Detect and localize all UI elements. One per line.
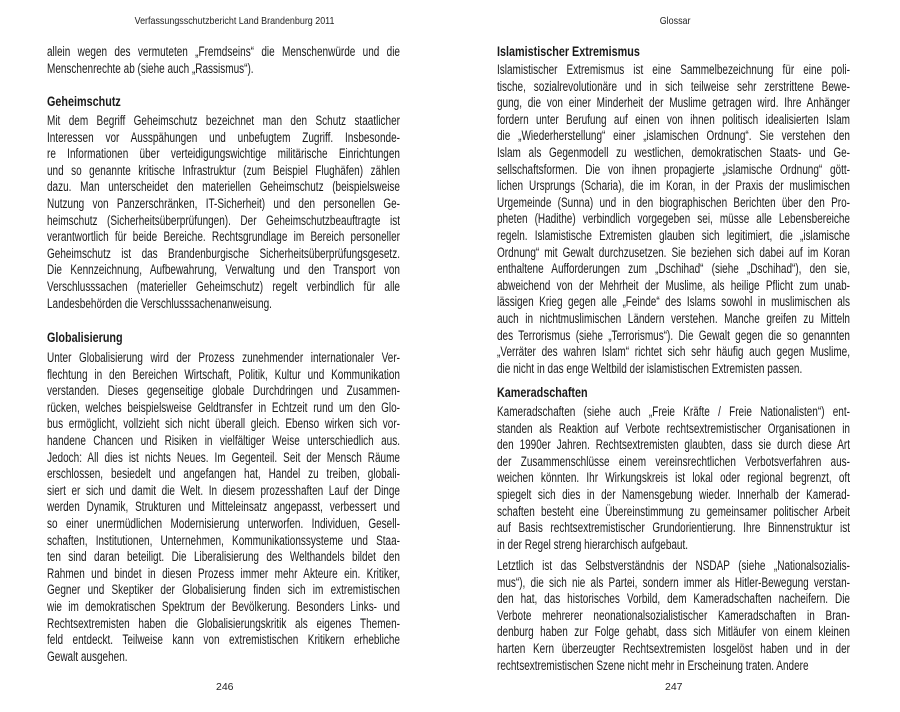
text-line: Verbote mehrerer neonationalsozialistischer Kameradschaften in Bran- [497,607,850,623]
text-line: auch in nichtmuslimischen Ländern verstehen. Manche greifen zu Mitteln [497,310,850,326]
text-line: Islam als Gegenmodell zu westlichen, demokratischen Staats- und Ge- [497,144,850,160]
text-line: tische, sozialrevolutionäre und in sich teilweise sehr zerstrittene Bewe- [497,78,850,94]
text-line: lässigen Krieg gegen alle „Feinde“ des Islams sowohl in muslimischen als [497,294,850,310]
text-line: den 1990er Jahren. Rechtsextremisten glaubten, dass sie durch diese Art [497,437,850,453]
text-line: standen als Reaktion auf Verbote rechtsextremistischer Organisationen in [497,420,850,436]
text-line: Ordnung“ mit Gewalt durchzusetzen. Sie beziehen sich dabei auf im Koran [497,244,850,260]
section-heading: Geheimschutz [47,94,121,109]
text-line: werden Dynamik, Strukturen und Mitteleinsatz angepasst, verbessert und [47,499,400,515]
text-line: harten Kern überzeugter Rechtsextremisten losgelöst haben und in der [497,640,850,656]
page-number: 246 [216,681,234,693]
text-line: verstanden. Dieses gegenseitige globale Durchdringen und Zusammen- [47,383,400,399]
text-line: Verschlusssachen (materieller Geheimschutz) regelt verbindlich für alle [47,278,400,294]
text-line: schaften besteht eine Übereinstimmung zu gemeinsamer politischer Arbeit [497,503,850,519]
text-line: und so genannte kritische Infrastruktur (zum Beispiel Flughäfen) zählen [47,162,400,178]
text-line: erschlossen, besiedelt und angefangen hat, Handel zu treiben, globali- [47,466,400,482]
text-line: enthaltene Aufforderungen zum „Dschihad“ (siehe „Dschihad“), den sie, [497,261,850,277]
text-line: Interessen vor Ausspähungen und unbefugtem Zugriff. Insbesonde- [47,129,400,145]
text-line: Gewalt ausgehen. [47,648,128,664]
text-line: bus ermöglicht, vollzieht sich nicht überall gleich. Ebenso wirken sich vor- [47,416,400,432]
text-line: Mit dem Begriff Geheimschutz bezeichnet man den Schutz staatlicher [47,113,400,128]
text-line: Landesbehörden die Verschlusssachenanweisung. [47,295,272,311]
text-line: „Verräter des wahren Islam“ richtet sich sehr häufig auch gegen Muslime, [497,344,850,360]
text-line: gung, die von einer Minderheit der Muslime getragen wird. Ihre Anhänger [497,95,850,111]
text-line: Jedoch: All dies ist nichts Neues. Im Gegenteil. Seit der Mensch Räume [47,449,400,465]
text-line: abweichend von der Mehrheit der Muslime, als heilige Pflicht zum unab- [497,277,850,293]
text-line: allein wegen des vermuteten „Fremdseins“ die Menschenwürde und die [47,44,400,59]
text-line: wie im demokratischen Spektrum der Bevölkerung. Besonders Links- und [47,598,400,614]
text-line: Die Kennzeichnung, Aufbewahrung, Verwaltung und den Transport von [47,262,400,278]
text-line: weichen könnten. Ihr Wirkungskreis ist lokal oder regional begrenzt, oft [497,470,850,486]
text-line: Urgemeinde (Sunna) und in den biographischen Berichten über den Pro- [497,194,850,210]
text-line: Nutzung von Panzerschränken, IT-Sicherheit) und den personellen Ge- [47,195,400,211]
text-line: Rechtsextremisten haben die Globalisierungskritik als eigenes Themen- [47,615,400,631]
text-line: feld entdeckt. Teilweise kann von extremistischen Kritikern erhebliche [47,632,400,648]
text-line: Unter Globalisierung wird der Prozess zunehmender internationaler Ver- [47,350,400,365]
section-heading: Globalisierung [47,330,123,345]
paragraph [497,404,850,553]
page-right [450,0,900,712]
text-line: heimschutz (Sicherheitsüberprüfungen). Der Geheimschutzbeauftragte ist [47,212,400,228]
text-line: Islamistischer Extremismus ist eine Sammelbezeichnung für eine poli- [497,62,850,77]
text-line: Rahmen und bindet in diesen Prozess immer mehr Akteure ein. Kritiker, [47,565,400,581]
paragraph [497,62,850,377]
section-heading: Kameradschaften [497,385,588,400]
text-line: so einer unermüdlichen Modernisierung unterworfen. Individuen, Gesell- [47,515,400,531]
text-line: Menschenrechte ab (siehe auch „Rassismus“). [47,60,254,76]
paragraph [47,113,400,312]
page-number: 247 [665,681,683,693]
text-line: Kameradschaften (siehe auch „Freie Kräfte / Freie Nationalisten“) ent- [497,404,850,419]
paragraph [497,558,850,674]
text-line: der Zusammenschlüsse einem vereinsrechtlichen Verbotsverfahren aus- [497,453,850,469]
text-line: rücken, welches beispielsweise Geldtransfer in Echtzeit rund um den Glo- [47,399,400,415]
text-line: re Informationen über verteidigungswichtige militärische Einrichtungen [47,146,400,162]
text-line: pheten (Hadithe) verbindlich vorgegeben sei, müsse alle Lebensbereiche [497,211,850,227]
text-line: verantwortlich für beide Bereiche. Rechtsgrundlage im Bereich personeller [47,229,400,245]
text-line: dazu. Man unterscheidet den materiellen Geheimschutz (beispielsweise [47,179,400,195]
text-line: rechtsextremistischen Szene nicht mehr in Erscheinung traten. Andere [497,657,809,673]
text-line: die „Wiederherstellung“ einer „islamischen Ordnung“. Sie verstehen den [497,128,850,144]
text-line: mus“), die sich nie als Partei, sondern immer als Hitler-Bewegung verstan- [497,574,850,590]
running-header: Verfassungsschutzbericht Land Brandenburg 2011 [134,15,335,27]
text-line: Letztlich ist das Selbstverständnis der NSDAP (siehe „Nationalsozialis- [497,558,850,573]
text-line: lichen Ursprungs (Scharia), die im Koran, in der Praxis der muslimischen [497,178,850,194]
paragraph [47,350,400,665]
text-line: Geheimschutz ist das Brandenburgische Sicherheitsüberprüfungsgesetz. [47,245,400,261]
text-line: ten sind daran beteiligt. Die Liberalisierung des Welthandels bildet den [47,549,400,565]
running-header: Glossar [659,15,691,27]
text-line: den hat, das historisches Vorbild, dem Kameradschaften nacheifern. Die [497,591,850,607]
section-heading: Islamistischer Extremismus [497,44,640,59]
text-line: schaften, Institutionen, Unternehmen, Kommunikationssysteme und Staa- [47,532,400,548]
text-line: flechtung in den Bereichen Wirtschaft, Politik, Kultur und Kommunikation [47,366,400,382]
text-line: siert er sich und damit die Welt. In diesem prozesshaften Lauf der Dinge [47,482,400,498]
text-line: fordern unter Berufung auf einen von ihnen politisch idealisierten Islam [497,111,850,127]
text-line: des Terrorismus (siehe „Terrorismus“). Die Gewalt gegen die so genannten [497,327,850,343]
text-line: in der Regel streng hierarchisch aufgebaut. [497,536,689,552]
text-line: die nicht in das enge Weltbild der islamistischen Extremisten passen. [497,360,803,376]
text-line: denburg haben zur Folge gehabt, dass sich Mitläufer von einem kleinen [497,624,850,640]
text-line: spiegelt sich dies in der Namensgebung wieder. Innerhalb der Kamerad- [497,486,850,502]
text-line: Gegner und Skeptiker der Globalisierung finden sich im extremistischen [47,582,400,598]
text-line: sellschaftsformen. Die von ihnen propagierte „islamische Ordnung“ gött- [497,161,850,177]
text-line: handene Chancen und Risiken in vielfältiger Weise unterschiedlich aus. [47,432,400,448]
text-line: regeln. Islamistische Extremisten glauben sich legitimiert, die „islamische [497,227,850,243]
paragraph [47,44,400,77]
text-line: auf Basis rechtsextremistischer Grundorientierung. Ihre Binnenstruktur ist [497,520,850,536]
